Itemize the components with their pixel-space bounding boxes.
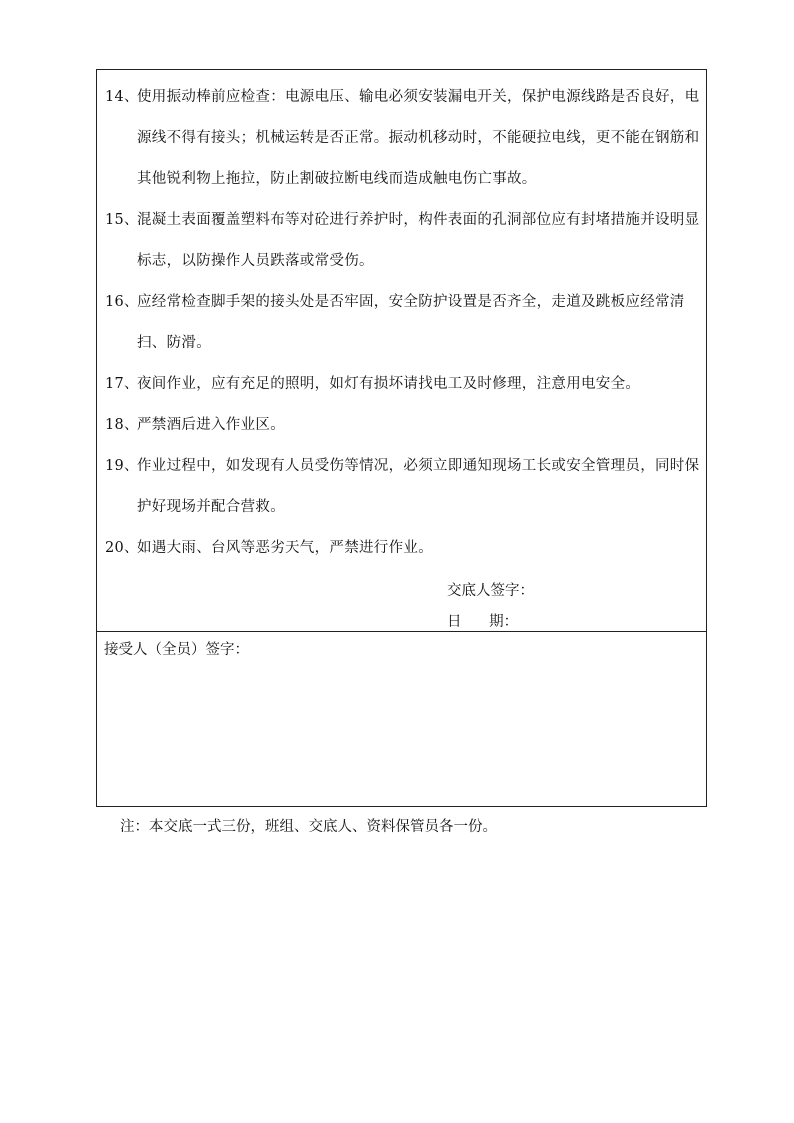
item-text: 如遇大雨、台风等恶劣天气，严禁进行作业。	[137, 540, 433, 556]
safety-items-cell	[97, 70, 706, 632]
item-number: 16、	[105, 294, 139, 310]
item-number: 14、	[105, 89, 139, 105]
receiver-signature-label: 接受人（全员）签字：	[104, 642, 249, 658]
item-number: 20、	[105, 540, 139, 556]
item-text: 混凝土表面覆盖塑料布等对砼进行养护时，构件表面的孔洞部位应有封堵措施并设明显标志，以防操作人员跌落或常受伤。	[137, 212, 700, 269]
item-text: 夜间作业，应有充足的照明，如灯有损坏请找电工及时修理，注意用电安全。	[137, 376, 641, 392]
receiver-signature-cell[interactable]	[97, 632, 706, 806]
handover-signature-label: 交底人签字：	[447, 583, 534, 599]
list-item	[105, 282, 700, 364]
date-label: 日 期：	[447, 614, 519, 630]
item-text: 使用振动棒前应检查：电源电压、输电必须安装漏电开关，保护电源线路是否良好，电源线不得有接头；机械运转是否正常。振动机移动时，不能硬拉电线，更不能在钢筋和其他锐利物上拖拉，防止割破拉断电线而造成触电伤亡事故。	[137, 89, 700, 187]
list-item	[105, 77, 700, 200]
list-item	[105, 364, 700, 405]
list-item	[105, 446, 700, 528]
list-item	[105, 528, 700, 569]
item-number: 18、	[105, 417, 139, 433]
item-text: 严禁酒后进入作业区。	[137, 417, 285, 433]
list-item	[105, 405, 700, 446]
item-number: 17、	[105, 376, 139, 392]
safety-items-list	[105, 77, 700, 569]
footnote: 注：本交底一式三份，班组、交底人、资料保管员各一份。	[120, 819, 497, 835]
item-text: 应经常检查脚手架的接头处是否牢固，安全防护设置是否齐全，走道及跳板应经常清扫、防滑。	[137, 294, 685, 351]
item-number: 19、	[105, 458, 139, 474]
disclosure-table	[96, 69, 707, 807]
list-item	[105, 200, 700, 282]
item-number: 15、	[105, 212, 139, 228]
item-text: 作业过程中，如发现有人员受伤等情况，必须立即通知现场工长或安全管理员，同时保护好现场并配合营救。	[137, 458, 700, 515]
